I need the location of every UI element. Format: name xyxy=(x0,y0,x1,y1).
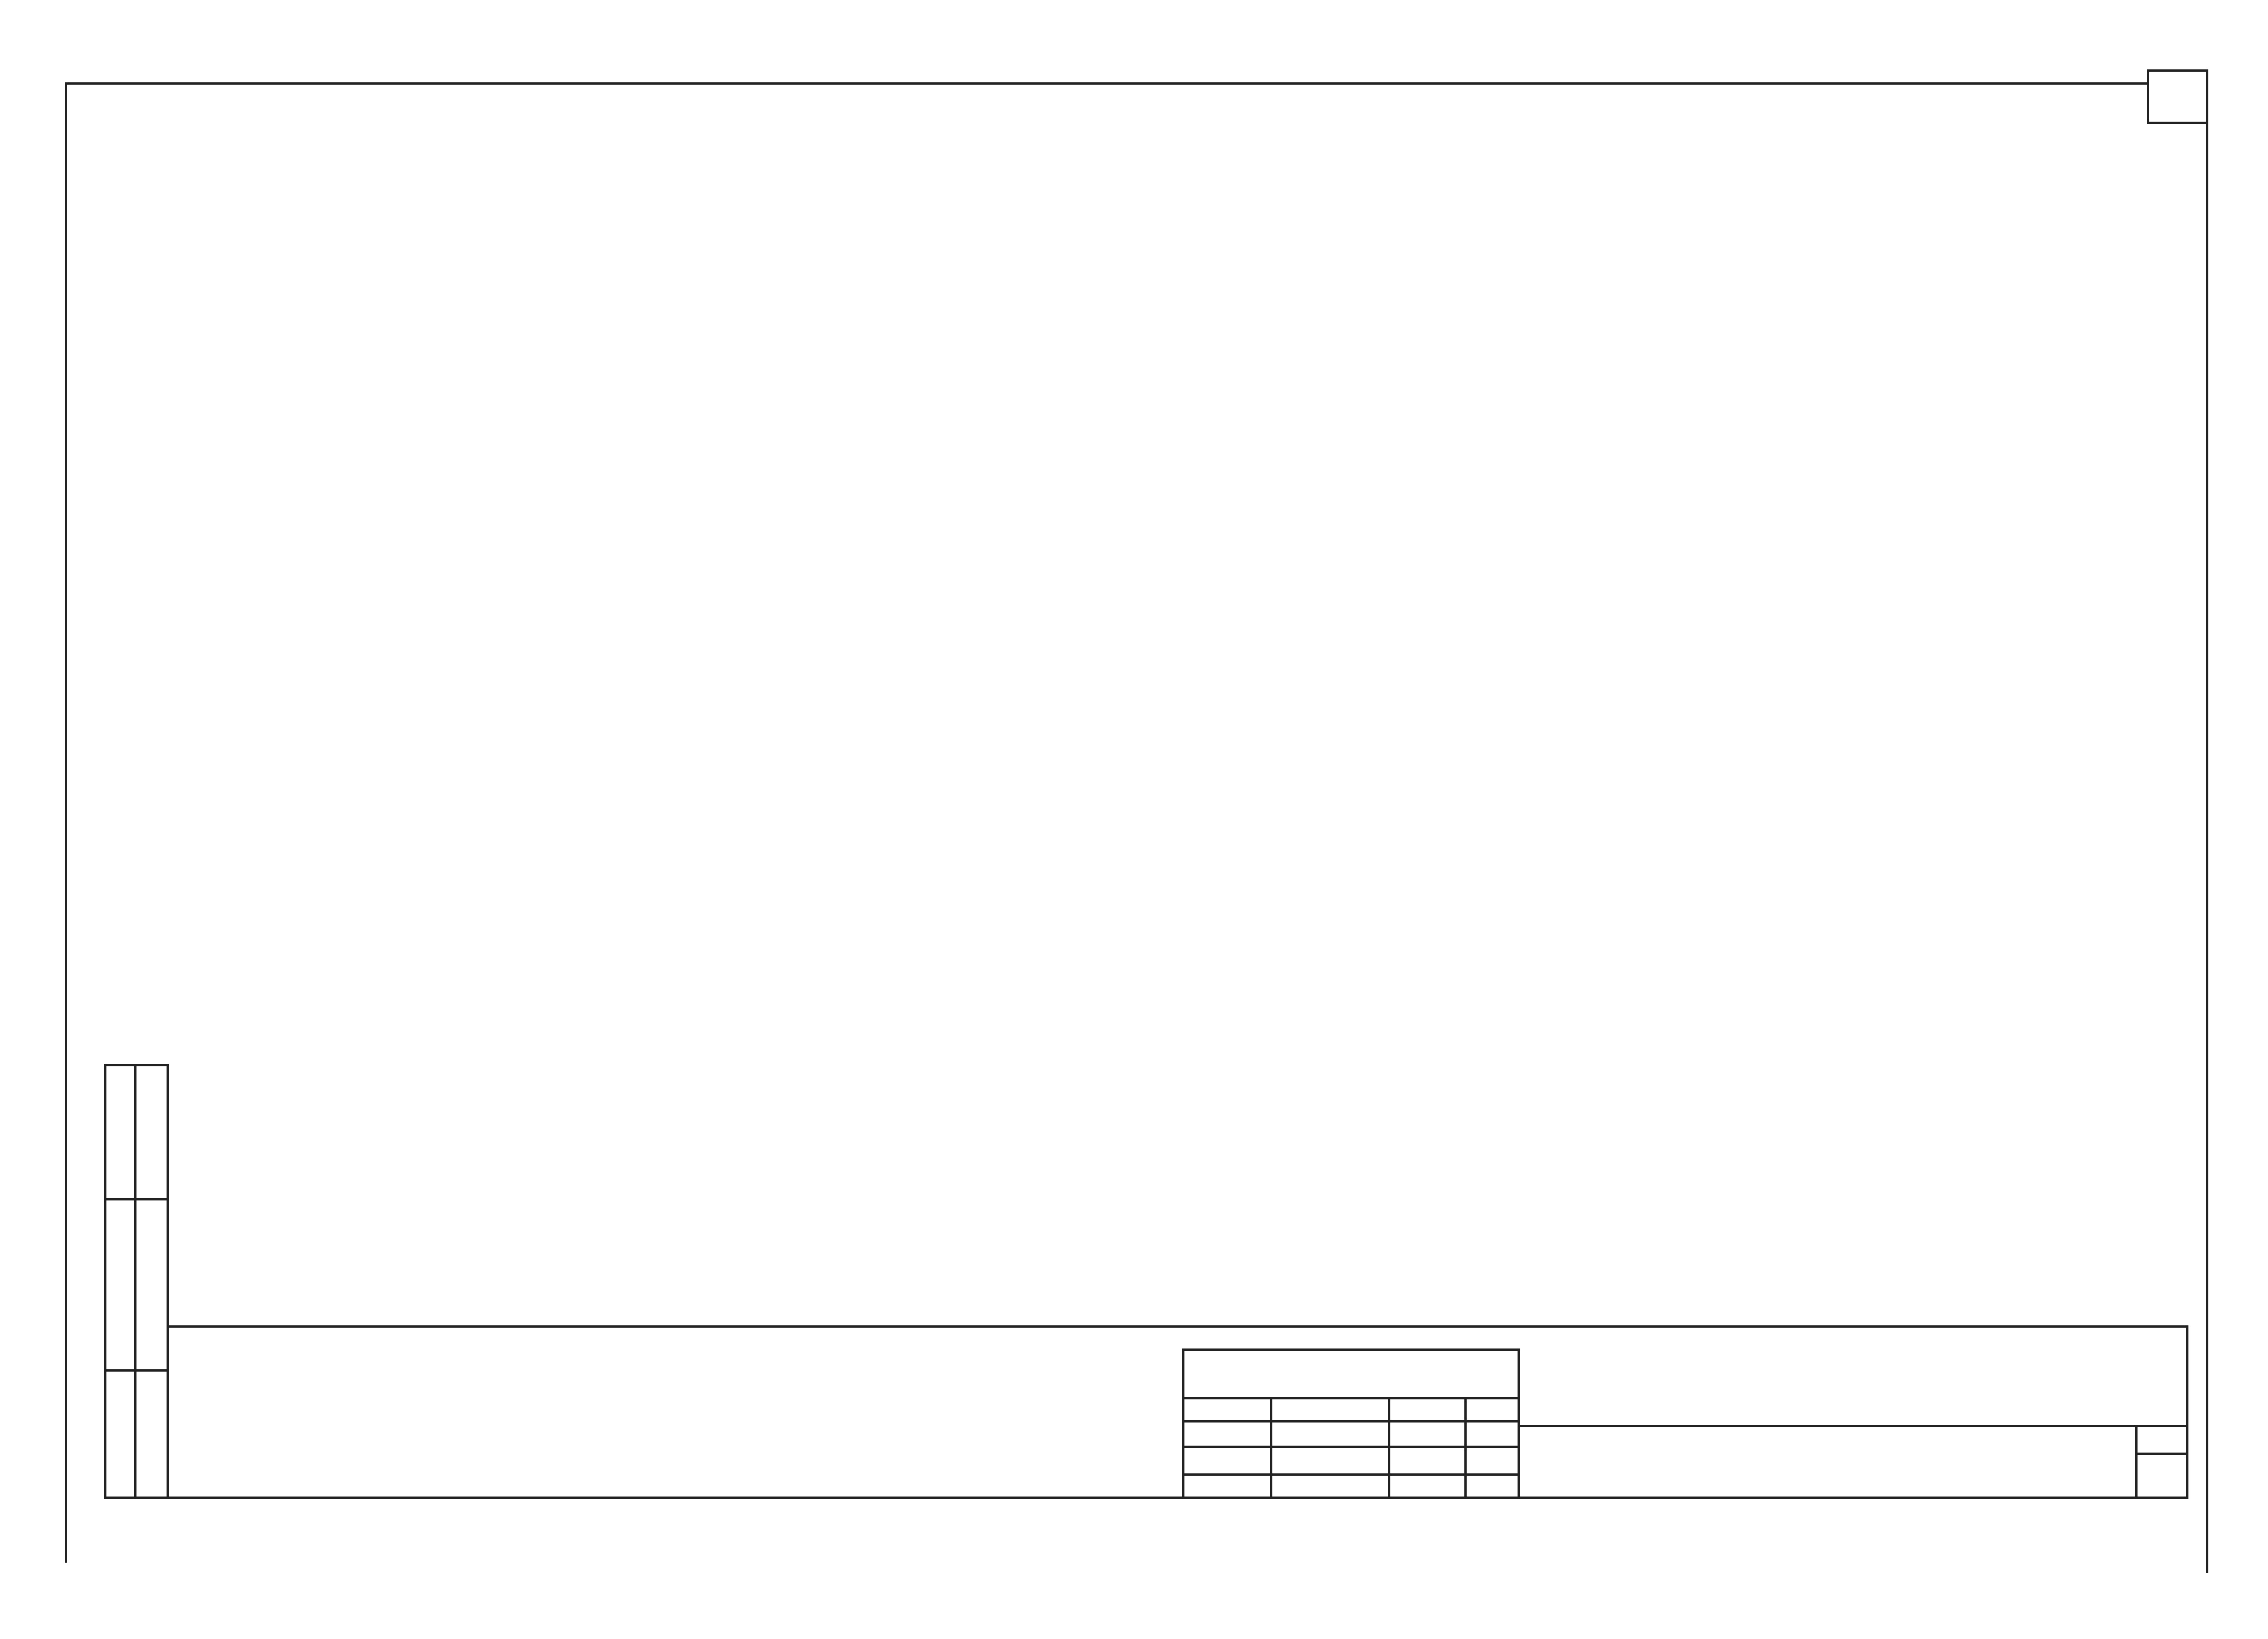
title-block-top xyxy=(167,1325,2188,1328)
bound-v-3 xyxy=(1464,1397,1467,1499)
side-stamp-sep-2 xyxy=(104,1198,169,1200)
frame-left-line xyxy=(65,82,67,1563)
bound-line-4 xyxy=(1182,1473,1520,1476)
frame-right-line xyxy=(2206,69,2208,1573)
side-stamp-divider xyxy=(134,1064,136,1499)
bound-line-1 xyxy=(1182,1397,1520,1399)
sheet-box-sep xyxy=(2135,1453,2188,1455)
bound-v-1 xyxy=(1270,1397,1272,1499)
bound-stamp xyxy=(1182,1348,1520,1499)
doc-block-top xyxy=(1520,1425,2188,1427)
frame-top-line xyxy=(67,82,2149,85)
title-block-bottom xyxy=(167,1497,2188,1499)
side-stamp-sep-1 xyxy=(104,1369,169,1372)
sheet-box xyxy=(2135,1425,2188,1499)
page-number-box xyxy=(2147,69,2208,124)
bound-line-2 xyxy=(1182,1420,1520,1423)
bound-v-2 xyxy=(1388,1397,1390,1499)
bound-line-3 xyxy=(1182,1446,1520,1448)
side-stamp-frame xyxy=(104,1064,169,1499)
